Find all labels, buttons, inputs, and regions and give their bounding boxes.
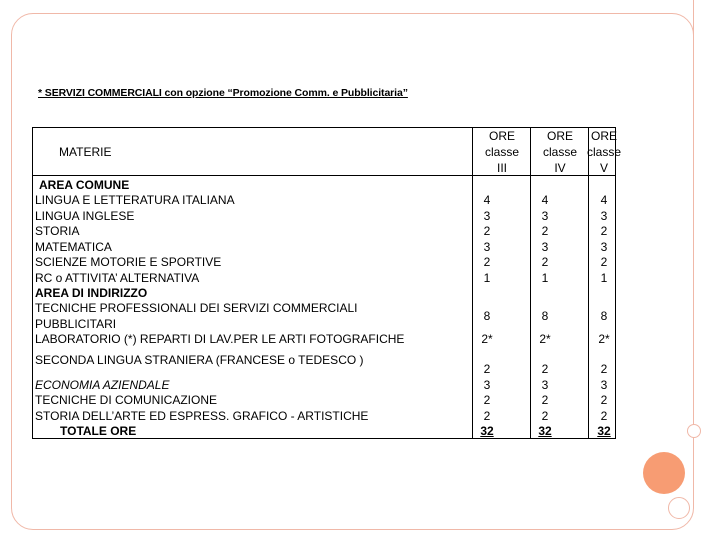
- subject-name: MATEMATICA: [35, 239, 112, 254]
- subject-name: LINGUA INGLESE: [35, 208, 135, 223]
- hours-iv: 3: [541, 208, 549, 223]
- subject-name: RC o ATTIVITA’ ALTERNATIVA: [35, 270, 200, 285]
- materie-header: MATERIE: [59, 145, 112, 159]
- decorative-orange-circle: [643, 452, 685, 494]
- hours-iii: 3: [483, 208, 491, 223]
- subject-name: ECONOMIA AZIENDALE: [35, 377, 170, 392]
- hours-iii: 2: [483, 408, 491, 423]
- col-header-line: classe: [542, 145, 577, 159]
- total-iii: 32: [480, 424, 494, 438]
- page-heading: * SERVIZI COMMERCIALI con opzione “Promozione Comm. e Pubblicitaria”: [38, 87, 408, 99]
- decorative-outline-circle: [668, 497, 690, 519]
- col-header-line: IV: [554, 161, 566, 175]
- hours-iv: 3: [541, 239, 549, 254]
- hours-v: 3: [600, 239, 608, 254]
- col-header-v: [586, 128, 621, 176]
- hours-v: 2: [600, 393, 608, 407]
- subject-name: TECNICHE DI COMUNICAZIONE: [35, 393, 218, 407]
- hours-iii: 2: [483, 362, 491, 376]
- subject-name: STORIA DELL’ARTE ED ESPRESS. GRAFICO - ARTISTICHE: [35, 408, 369, 423]
- col-header-line: ORE: [590, 129, 617, 143]
- hours-iii: 2: [483, 224, 491, 238]
- hours-iii: 2: [483, 393, 491, 407]
- frame-right-line: [693, 0, 694, 430]
- col-header-line: classe: [484, 145, 519, 159]
- hours-iii: 2: [483, 255, 491, 269]
- hours-iv: 8: [541, 309, 549, 323]
- hours-iv: 2: [541, 255, 549, 269]
- hours-v: 2: [600, 224, 608, 238]
- hours-v: 2*: [598, 332, 610, 346]
- hours-iii: 8: [483, 309, 491, 323]
- col-header-line: V: [599, 161, 608, 175]
- hours-v: 2: [600, 362, 608, 376]
- hours-v: 8: [600, 309, 608, 323]
- hours-iii: 4: [483, 193, 491, 207]
- hours-v: 3: [600, 377, 608, 392]
- hours-iv: 2: [541, 393, 549, 407]
- subject-name: TECNICHE PROFESSIONALI DEI SERVIZI COMMERCIALI: [35, 301, 358, 315]
- hours-iii: 1: [483, 270, 491, 285]
- hours-iv: 3: [541, 377, 549, 392]
- area-indirizzo-label: AREA DI INDIRIZZO: [35, 286, 148, 300]
- hours-v: 3: [600, 208, 608, 223]
- totale-ore-text: TOTALE ORE: [60, 424, 158, 439]
- hours-v: 4: [600, 193, 608, 207]
- total-iv: 32: [538, 424, 552, 438]
- subject-name: LINGUA E LETTERATURA ITALIANA: [35, 193, 235, 207]
- hours-iv: 4: [541, 193, 549, 207]
- subject-name: STORIA: [35, 224, 80, 238]
- col-header-iii: [474, 128, 530, 176]
- totale-ore-label: [60, 424, 158, 440]
- col-header-line: ORE: [546, 129, 573, 143]
- hours-iii: 3: [483, 377, 491, 392]
- col-header-line: classe: [586, 145, 621, 159]
- total-v: 32: [597, 424, 611, 438]
- hours-v: 2: [600, 255, 608, 269]
- subject-name-cont: PUBBLICITARI: [35, 316, 117, 331]
- hours-table: [32, 127, 621, 439]
- hours-iv: 2*: [539, 332, 551, 346]
- subject-name: LABORATORIO (*) REPARTI DI LAV.PER LE ARTI FOTOGRAFICHE: [35, 332, 405, 346]
- col-header-line: III: [496, 161, 507, 175]
- hours-iv: 1: [541, 270, 549, 285]
- area-comune-label: AREA COMUNE: [39, 178, 130, 192]
- hours-v: 2: [600, 408, 608, 423]
- hours-iv: 2: [541, 224, 549, 238]
- subject-name: SCIENZE MOTORIE E SPORTIVE: [35, 255, 222, 269]
- hours-iv: 2: [541, 362, 549, 376]
- hours-iv: 2: [541, 408, 549, 423]
- col-header-line: ORE: [488, 129, 515, 143]
- hours-v: 1: [600, 270, 608, 285]
- hours-iii: 3: [483, 239, 491, 254]
- hours-iii: 2*: [481, 332, 493, 346]
- decorative-small-circle: [687, 424, 701, 438]
- subject-name: SECONDA LINGUA STRANIERA (FRANCESE o TEDESCO ): [35, 353, 364, 367]
